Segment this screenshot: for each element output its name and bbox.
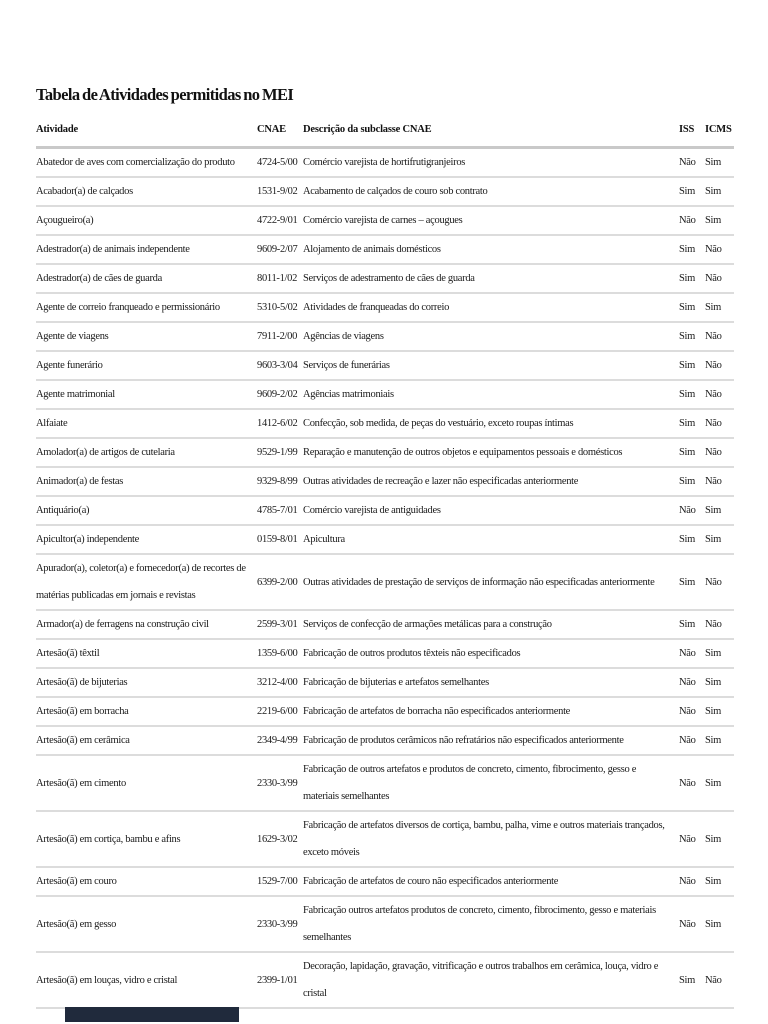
cnae-cell: 1531-9/02	[257, 177, 303, 206]
iss-cell: Sim	[679, 380, 705, 409]
table-row	[36, 351, 734, 380]
description-cell: Agências de viagens	[303, 322, 679, 351]
icms-cell: Sim	[705, 811, 734, 867]
cnae-cell: 3212-4/00	[257, 668, 303, 697]
description-cell: Reparação e manutenção de outros objetos e equipamentos pessoais e domésticos	[303, 438, 679, 467]
activity-cell: Artesão(ã) em cortiça, bambu e afins	[36, 811, 257, 867]
activity-cell: Abatedor de aves com comercialização do produto	[36, 148, 257, 178]
cnae-cell: 4724-5/00	[257, 148, 303, 178]
column-header-iss: ISS	[679, 118, 705, 148]
icms-cell: Não	[705, 264, 734, 293]
iss-cell: Não	[679, 639, 705, 668]
icms-cell: Sim	[705, 496, 734, 525]
icms-cell: Sim	[705, 896, 734, 952]
table-row	[36, 525, 734, 554]
activity-cell: Animador(a) de festas	[36, 467, 257, 496]
icms-cell: Sim	[705, 697, 734, 726]
footer-bar	[65, 1007, 239, 1022]
cnae-cell: 6399-2/00	[257, 554, 303, 610]
iss-cell: Sim	[679, 409, 705, 438]
icms-cell: Não	[705, 380, 734, 409]
cnae-cell: 5310-5/02	[257, 293, 303, 322]
cnae-cell: 9609-2/07	[257, 235, 303, 264]
table-row	[36, 952, 734, 1008]
activity-cell: Adestrador(a) de animais independente	[36, 235, 257, 264]
description-cell: Fabricação de bijuterias e artefatos semelhantes	[303, 668, 679, 697]
activity-cell: Adestrador(a) de cães de guarda	[36, 264, 257, 293]
iss-cell: Sim	[679, 525, 705, 554]
activity-cell: Apicultor(a) independente	[36, 525, 257, 554]
description-cell: Alojamento de animais domésticos	[303, 235, 679, 264]
table-row	[36, 726, 734, 755]
table-header	[36, 118, 734, 148]
iss-cell: Sim	[679, 438, 705, 467]
iss-cell: Não	[679, 697, 705, 726]
icms-cell: Não	[705, 351, 734, 380]
table-row	[36, 639, 734, 668]
description-cell: Fabricação de artefatos diversos de cortiça, bambu, palha, vime e outros materiais trançados, exceto móveis	[303, 811, 679, 867]
table-row	[36, 409, 734, 438]
activity-cell: Acabador(a) de calçados	[36, 177, 257, 206]
iss-cell: Não	[679, 896, 705, 952]
cnae-cell: 0159-8/01	[257, 525, 303, 554]
activity-cell: Artesão(ã) em gesso	[36, 896, 257, 952]
icms-cell: Sim	[705, 639, 734, 668]
table-row	[36, 610, 734, 639]
iss-cell: Não	[679, 496, 705, 525]
activity-cell: Armador(a) de ferragens na construção civil	[36, 610, 257, 639]
activity-cell: Agente funerário	[36, 351, 257, 380]
table-body	[36, 148, 734, 1009]
page-title: Tabela de Atividades permitidas no MEI	[36, 85, 294, 104]
table-row	[36, 438, 734, 467]
activity-cell: Apurador(a), coletor(a) e fornecedor(a) de recortes de matérias publicadas em jornais e revistas	[36, 554, 257, 610]
icms-cell: Sim	[705, 293, 734, 322]
cnae-cell: 2349-4/99	[257, 726, 303, 755]
cnae-cell: 2219-6/00	[257, 697, 303, 726]
column-header-cnae: CNAE	[257, 118, 303, 148]
description-cell: Serviços de adestramento de cães de guarda	[303, 264, 679, 293]
description-cell: Outras atividades de prestação de serviços de informação não especificadas anteriormente	[303, 554, 679, 610]
description-cell: Comércio varejista de antiguidades	[303, 496, 679, 525]
column-header-activity: Atividade	[36, 118, 257, 148]
activity-cell: Agente de viagens	[36, 322, 257, 351]
iss-cell: Sim	[679, 467, 705, 496]
description-cell: Confecção, sob medida, de peças do vestuário, exceto roupas íntimas	[303, 409, 679, 438]
iss-cell: Não	[679, 148, 705, 178]
activity-cell: Artesão(ã) de bijuterias	[36, 668, 257, 697]
table-row	[36, 668, 734, 697]
table-row	[36, 293, 734, 322]
table-row	[36, 867, 734, 896]
cnae-cell: 7911-2/00	[257, 322, 303, 351]
icms-cell: Não	[705, 467, 734, 496]
cnae-cell: 4785-7/01	[257, 496, 303, 525]
description-cell: Outras atividades de recreação e lazer não especificadas anteriormente	[303, 467, 679, 496]
iss-cell: Sim	[679, 351, 705, 380]
description-cell: Decoração, lapidação, gravação, vitrificação e outros trabalhos em cerâmica, louça, vidro e cristal	[303, 952, 679, 1008]
table-row	[36, 755, 734, 811]
activity-cell: Artesão(ã) em cimento	[36, 755, 257, 811]
activity-cell: Artesão(ã) em louças, vidro e cristal	[36, 952, 257, 1008]
iss-cell: Não	[679, 726, 705, 755]
cnae-cell: 2399-1/01	[257, 952, 303, 1008]
cnae-cell: 8011-1/02	[257, 264, 303, 293]
icms-cell: Não	[705, 610, 734, 639]
iss-cell: Não	[679, 668, 705, 697]
iss-cell: Não	[679, 811, 705, 867]
description-cell: Fabricação de outros artefatos e produtos de concreto, cimento, fibrocimento, gesso e materiais semelhantes	[303, 755, 679, 811]
activities-table	[36, 118, 734, 1009]
column-header-icms: ICMS	[705, 118, 734, 148]
iss-cell: Sim	[679, 322, 705, 351]
cnae-cell: 9329-8/99	[257, 467, 303, 496]
description-cell: Fabricação de outros produtos têxteis não especificados	[303, 639, 679, 668]
icms-cell: Sim	[705, 148, 734, 178]
activity-cell: Amolador(a) de artigos de cutelaria	[36, 438, 257, 467]
cnae-cell: 1529-7/00	[257, 867, 303, 896]
icms-cell: Não	[705, 235, 734, 264]
activity-cell: Artesão(ã) em borracha	[36, 697, 257, 726]
description-cell: Fabricação de produtos cerâmicos não refratários não especificados anteriormente	[303, 726, 679, 755]
description-cell: Serviços de funerárias	[303, 351, 679, 380]
iss-cell: Não	[679, 206, 705, 235]
icms-cell: Não	[705, 409, 734, 438]
cnae-cell: 2330-3/99	[257, 896, 303, 952]
column-header-description: Descrição da subclasse CNAE	[303, 118, 679, 148]
icms-cell: Sim	[705, 206, 734, 235]
description-cell: Acabamento de calçados de couro sob contrato	[303, 177, 679, 206]
table-row	[36, 554, 734, 610]
icms-cell: Sim	[705, 867, 734, 896]
icms-cell: Sim	[705, 668, 734, 697]
cnae-cell: 9529-1/99	[257, 438, 303, 467]
activity-cell: Artesão(ã) em cerâmica	[36, 726, 257, 755]
description-cell: Atividades de franqueadas do correio	[303, 293, 679, 322]
iss-cell: Sim	[679, 264, 705, 293]
description-cell: Comércio varejista de carnes – açougues	[303, 206, 679, 235]
icms-cell: Sim	[705, 726, 734, 755]
activity-cell: Artesão(ã) em couro	[36, 867, 257, 896]
activity-cell: Antiquário(a)	[36, 496, 257, 525]
icms-cell: Sim	[705, 755, 734, 811]
description-cell: Agências matrimoniais	[303, 380, 679, 409]
cnae-cell: 1629-3/02	[257, 811, 303, 867]
table-row	[36, 206, 734, 235]
cnae-cell: 2330-3/99	[257, 755, 303, 811]
table-row	[36, 148, 734, 178]
table-row	[36, 322, 734, 351]
icms-cell: Não	[705, 322, 734, 351]
cnae-cell: 1359-6/00	[257, 639, 303, 668]
iss-cell: Não	[679, 755, 705, 811]
table-row	[36, 811, 734, 867]
activity-cell: Açougueiro(a)	[36, 206, 257, 235]
icms-cell: Não	[705, 952, 734, 1008]
iss-cell: Sim	[679, 235, 705, 264]
description-cell: Comércio varejista de hortifrutigranjeiros	[303, 148, 679, 178]
description-cell: Fabricação de artefatos de couro não especificados anteriormente	[303, 867, 679, 896]
activity-cell: Artesão(ã) têxtil	[36, 639, 257, 668]
header-row	[36, 118, 734, 148]
iss-cell: Sim	[679, 177, 705, 206]
table-row	[36, 496, 734, 525]
activity-cell: Agente matrimonial	[36, 380, 257, 409]
icms-cell: Sim	[705, 177, 734, 206]
icms-cell: Não	[705, 554, 734, 610]
cnae-cell: 1412-6/02	[257, 409, 303, 438]
iss-cell: Sim	[679, 554, 705, 610]
cnae-cell: 4722-9/01	[257, 206, 303, 235]
iss-cell: Sim	[679, 293, 705, 322]
iss-cell: Não	[679, 867, 705, 896]
cnae-cell: 2599-3/01	[257, 610, 303, 639]
table-row	[36, 896, 734, 952]
icms-cell: Não	[705, 438, 734, 467]
table-row	[36, 235, 734, 264]
table-row	[36, 177, 734, 206]
activity-cell: Alfaiate	[36, 409, 257, 438]
icms-cell: Sim	[705, 525, 734, 554]
cnae-cell: 9603-3/04	[257, 351, 303, 380]
description-cell: Apicultura	[303, 525, 679, 554]
table-row	[36, 697, 734, 726]
cnae-cell: 9609-2/02	[257, 380, 303, 409]
description-cell: Fabricação de artefatos de borracha não especificados anteriormente	[303, 697, 679, 726]
table-row	[36, 264, 734, 293]
activity-cell: Agente de correio franqueado e permissionário	[36, 293, 257, 322]
iss-cell: Sim	[679, 952, 705, 1008]
description-cell: Serviços de confecção de armações metálicas para a construção	[303, 610, 679, 639]
table-row	[36, 380, 734, 409]
table-row	[36, 467, 734, 496]
description-cell: Fabricação outros artefatos produtos de concreto, cimento, fibrocimento, gesso e materiais semelhantes	[303, 896, 679, 952]
iss-cell: Sim	[679, 610, 705, 639]
